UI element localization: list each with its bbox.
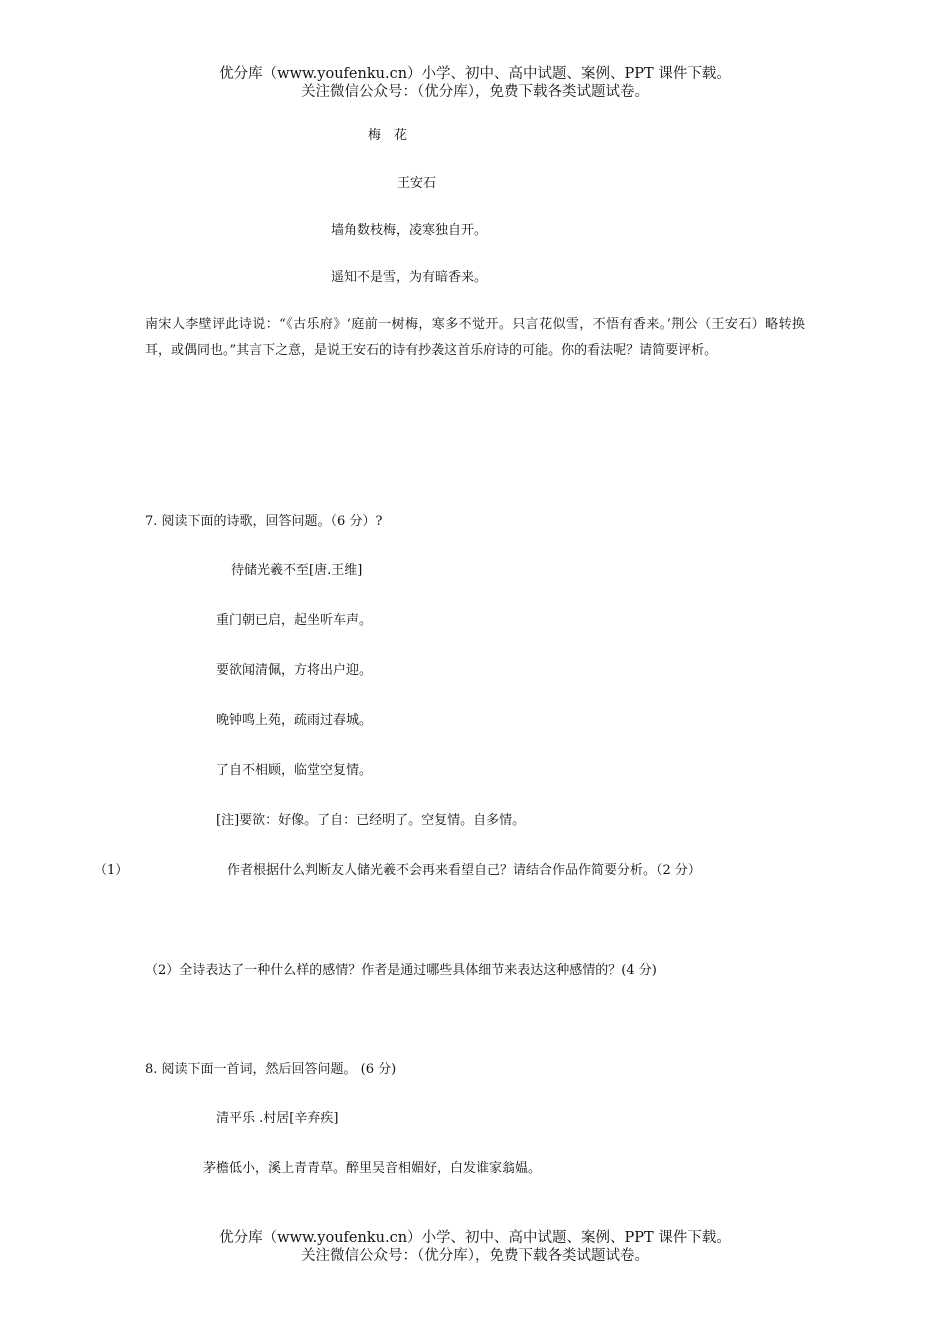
question-7-prompt: 7. 阅读下面的诗歌，回答问题。（6 分）? xyxy=(145,514,383,529)
poem-line-2: 遥知不是雪，为有暗香来。 xyxy=(331,270,488,285)
header-line-2: 关注微信公众号：（优分库），免费下载各类试题试卷。 xyxy=(301,84,649,100)
question-7-poem-line-1: 重门朝已启，起坐听车声。 xyxy=(216,613,373,628)
question-7-sub-1-text: 作者根据什么判断友人储光羲不会再来看望自己？请结合作品作简要分析。（2 分） xyxy=(227,863,701,878)
poem-line-1: 墙角数枝梅，凌寒独自开。 xyxy=(331,223,488,238)
question-6-paragraph: 南宋人李壁评此诗说：“《古乐府》‘庭前一树梅，寒多不觉开。只言花似雪，不悟有香来。’荆公（王安石）略转换耳，或偶同也。”其言下之意，是说王安石的诗有抄袭这首乐府诗的可能。你的看法呢？请简要评析。 xyxy=(145,317,805,358)
question-8-poem-title: 清平乐 .村居[辛弃疾] xyxy=(216,1111,339,1126)
question-7-sub-2: （2）全诗表达了一种什么样的感情？作者是通过哪些具体细节来表达这种感情的？(4 分) xyxy=(145,963,657,978)
question-7-note: [注]要欲：好像。了自：已经明了。空复情。自多情。 xyxy=(216,813,526,828)
question-7-poem-line-3: 晚钟鸣上苑，疏雨过春城。 xyxy=(216,713,373,728)
footer-line-2: 关注微信公众号：（优分库），免费下载各类试题试卷。 xyxy=(301,1248,649,1264)
poem-title: 梅 花 xyxy=(368,128,408,143)
header-line-1: 优分库（www.youfenku.cn）小学、初中、高中试题、案例、PPT 课件下载。 xyxy=(219,66,731,82)
question-7-sub-1-number: （1） xyxy=(94,863,129,878)
question-7-poem-line-4: 了自不相顾，临堂空复情。 xyxy=(216,763,373,778)
question-8-poem-line-1: 茅檐低小，溪上青青草。醉里吴音相媚好，白发谁家翁媪。 xyxy=(203,1161,542,1176)
footer-line-1: 优分库（www.youfenku.cn）小学、初中、高中试题、案例、PPT 课件下载。 xyxy=(219,1230,731,1246)
question-7-poem-line-2: 要欲闻清佩，方将出户迎。 xyxy=(216,663,373,678)
poem-author: 王安石 xyxy=(397,176,437,191)
question-7-poem-title: 待储光羲不至[唐.王维] xyxy=(231,563,363,578)
question-8-prompt: 8. 阅读下面一首词，然后回答问题。 (6 分) xyxy=(145,1062,397,1077)
